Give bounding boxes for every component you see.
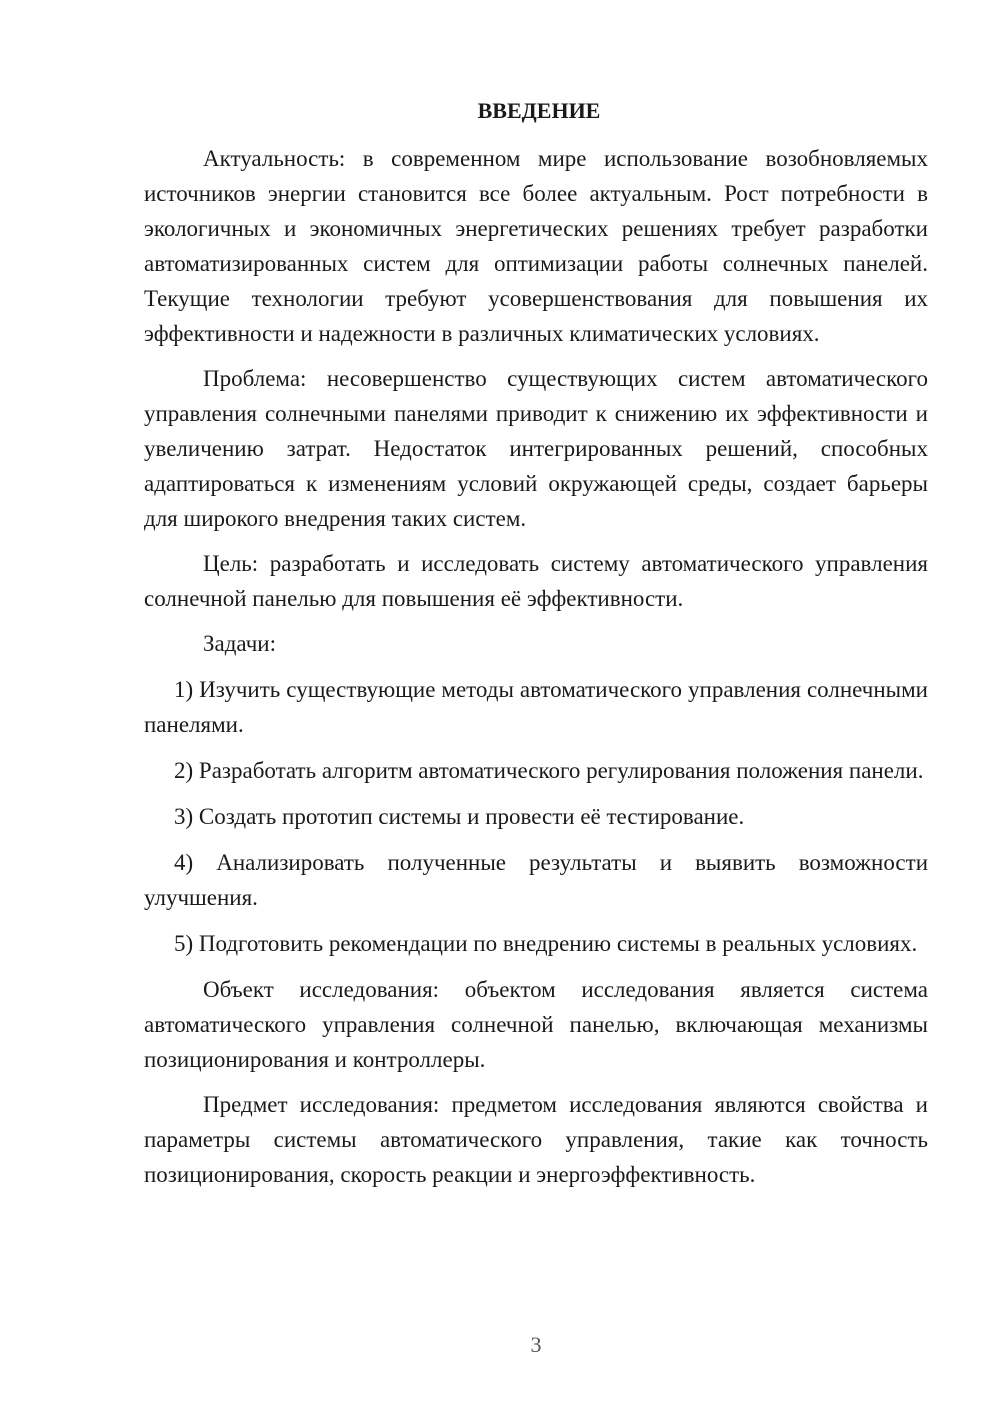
task-item: 1) Изучить существующие методы автоматического управления солнечными панелями. (144, 677, 928, 737)
task-item: 5) Подготовить рекомендации по внедрению системы в реальных условиях. (174, 931, 918, 956)
section-heading: ВВЕДЕНИЕ (477, 98, 601, 123)
page-number: 3 (530, 1332, 542, 1357)
page-body (144, 96, 928, 1202)
goal-paragraph: Цель: разработать и исследовать систему автоматического управления солнечной панелью для повышения её эффективности. (144, 551, 928, 611)
task-item: 3) Создать прототип системы и провести её тестирование. (174, 804, 745, 829)
relevance-paragraph: Актуальность: в современном мире использование возобновляемых источников энергии становится все более актуальным. Рост потребности в экологичных и экономичных энергетических решениях требует разработки автоматизированных систем для оптимизации работы солнечных панелей. Текущие технологии требуют усовершенствования для повышения их эффективности и надежности в различных климатических условиях. (144, 146, 928, 346)
tasks-label: Задачи: (203, 631, 276, 656)
task-item: 4) Анализировать полученные результаты и выявить возможности улучшения. (144, 850, 928, 910)
task-item: 2) Разработать алгоритм автоматического регулирования положения панели. (174, 758, 924, 783)
object-paragraph: Объект исследования: объектом исследования является система автоматического управления солнечной панелью, включающая механизмы позиционирования и контроллеры. (144, 977, 928, 1072)
subject-paragraph: Предмет исследования: предметом исследования являются свойства и параметры системы автоматического управления, такие как точность позиционирования, скорость реакции и энергоэффективность. (144, 1092, 928, 1187)
problem-paragraph: Проблема: несовершенство существующих систем автоматического управления солнечными панелями приводит к снижению их эффективности и увеличению затрат. Недостаток интегрированных решений, способных адаптироваться к изменениям условий окружающей среды, создает барьеры для широкого внедрения таких систем. (144, 366, 928, 531)
